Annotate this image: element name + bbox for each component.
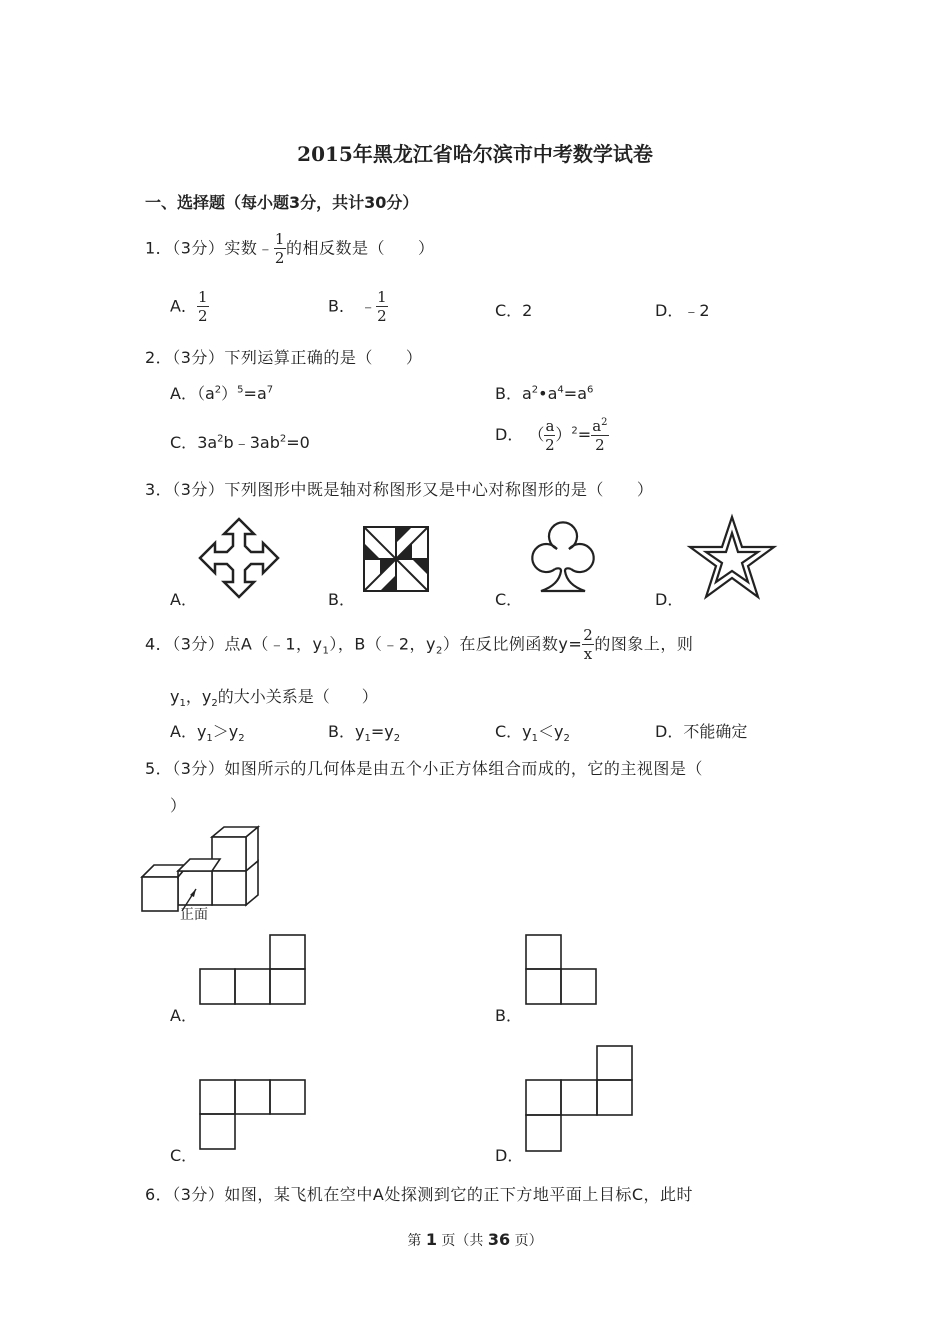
q2-option-b: B．$a^2•a^4=a^6$ <box>495 384 594 403</box>
question-text: 实数﹣ <box>224 238 274 258</box>
q4-option-b: B．$y_1=y_2$ <box>328 722 401 745</box>
q5-option-c-figure <box>199 1079 307 1151</box>
q5-option-b-figure <box>525 934 597 1006</box>
q5-option-a-label: A． <box>170 1006 197 1025</box>
q2-option-a: A．$(a^2)^5=a^7$ <box>170 384 274 403</box>
q1-option-a: A． $\frac{1}{2}$ <box>170 288 208 325</box>
club-figure <box>527 519 599 595</box>
q5-option-d-figure <box>525 1045 635 1153</box>
q3-option-a-label: A． <box>170 590 197 609</box>
q3-option-d-label: D． <box>655 590 684 609</box>
q3-option-c-label: C． <box>495 590 523 609</box>
q2-option-d: D． （ $\frac{a}{2}$ ）$^2$= $\frac{a^2}{2}$ <box>495 416 608 454</box>
question-3: 3．（3分）下列图形中既是轴对称图形又是中心对称图形的是（ ） <box>145 480 654 499</box>
q1-option-c: C．2 <box>495 301 533 320</box>
question-2: 2．（3分）下列运算正确的是（ ） <box>145 348 423 367</box>
question-5: 5．（3分）如图所示的几何体是由五个小正方体组合而成的，它的主视图是（ <box>145 759 703 778</box>
question-1 <box>145 232 434 266</box>
front-label: 正面 <box>180 907 208 923</box>
question-number: 1． <box>145 238 173 258</box>
question-5-cont: ） <box>170 796 187 815</box>
q3-option-b-label: B． <box>328 590 355 609</box>
question-6: 6．（3分）如图，某飞机在空中A处探测到它的正下方地平面上目标C，此时 <box>145 1185 693 1204</box>
question-4: 4．（3分）点A（﹣1，$y_1$），B（﹣2，$y_2$）在反比例函数y= $\frac{2}{x}$ 的图象上，则 <box>145 626 694 663</box>
double-star-figure <box>688 514 776 600</box>
fraction: $\frac{1}{2}$ <box>274 230 285 267</box>
q5-option-c-label: C． <box>170 1146 198 1165</box>
q4-option-a: A．$y_1>y_2$ <box>170 722 245 745</box>
q4-option-d: D．不能确定 <box>655 722 748 741</box>
q2-option-c: C．$3a^2b﹣3ab^2=0$ <box>170 433 310 452</box>
q4-option-c: C．$y_1<y_2$ <box>495 722 570 745</box>
q1-option-d: D．﹣2 <box>655 301 710 320</box>
page-title: 2015年黑龙江省哈尔滨市中考数学试卷 <box>297 142 653 166</box>
q5-option-a-figure <box>199 934 307 1006</box>
question-score: （3分） <box>172 238 225 258</box>
page-footer: 第 1 页（共 36 页） <box>407 1230 543 1249</box>
question-4-line2: $y_1$，$y_2$的大小关系是（ ） <box>170 687 378 710</box>
q5-option-b-label: B． <box>495 1006 522 1025</box>
section-heading: 一、选择题（每小题3分，共计30分） <box>145 193 419 212</box>
q1-option-b: B． ﹣ $\frac{1}{2}$ <box>328 288 387 325</box>
four-arrow-figure <box>198 517 280 599</box>
q5-option-d-label: D． <box>495 1146 524 1165</box>
pinwheel-figure <box>362 525 430 593</box>
question-text: 的相反数是（ ） <box>285 238 435 258</box>
